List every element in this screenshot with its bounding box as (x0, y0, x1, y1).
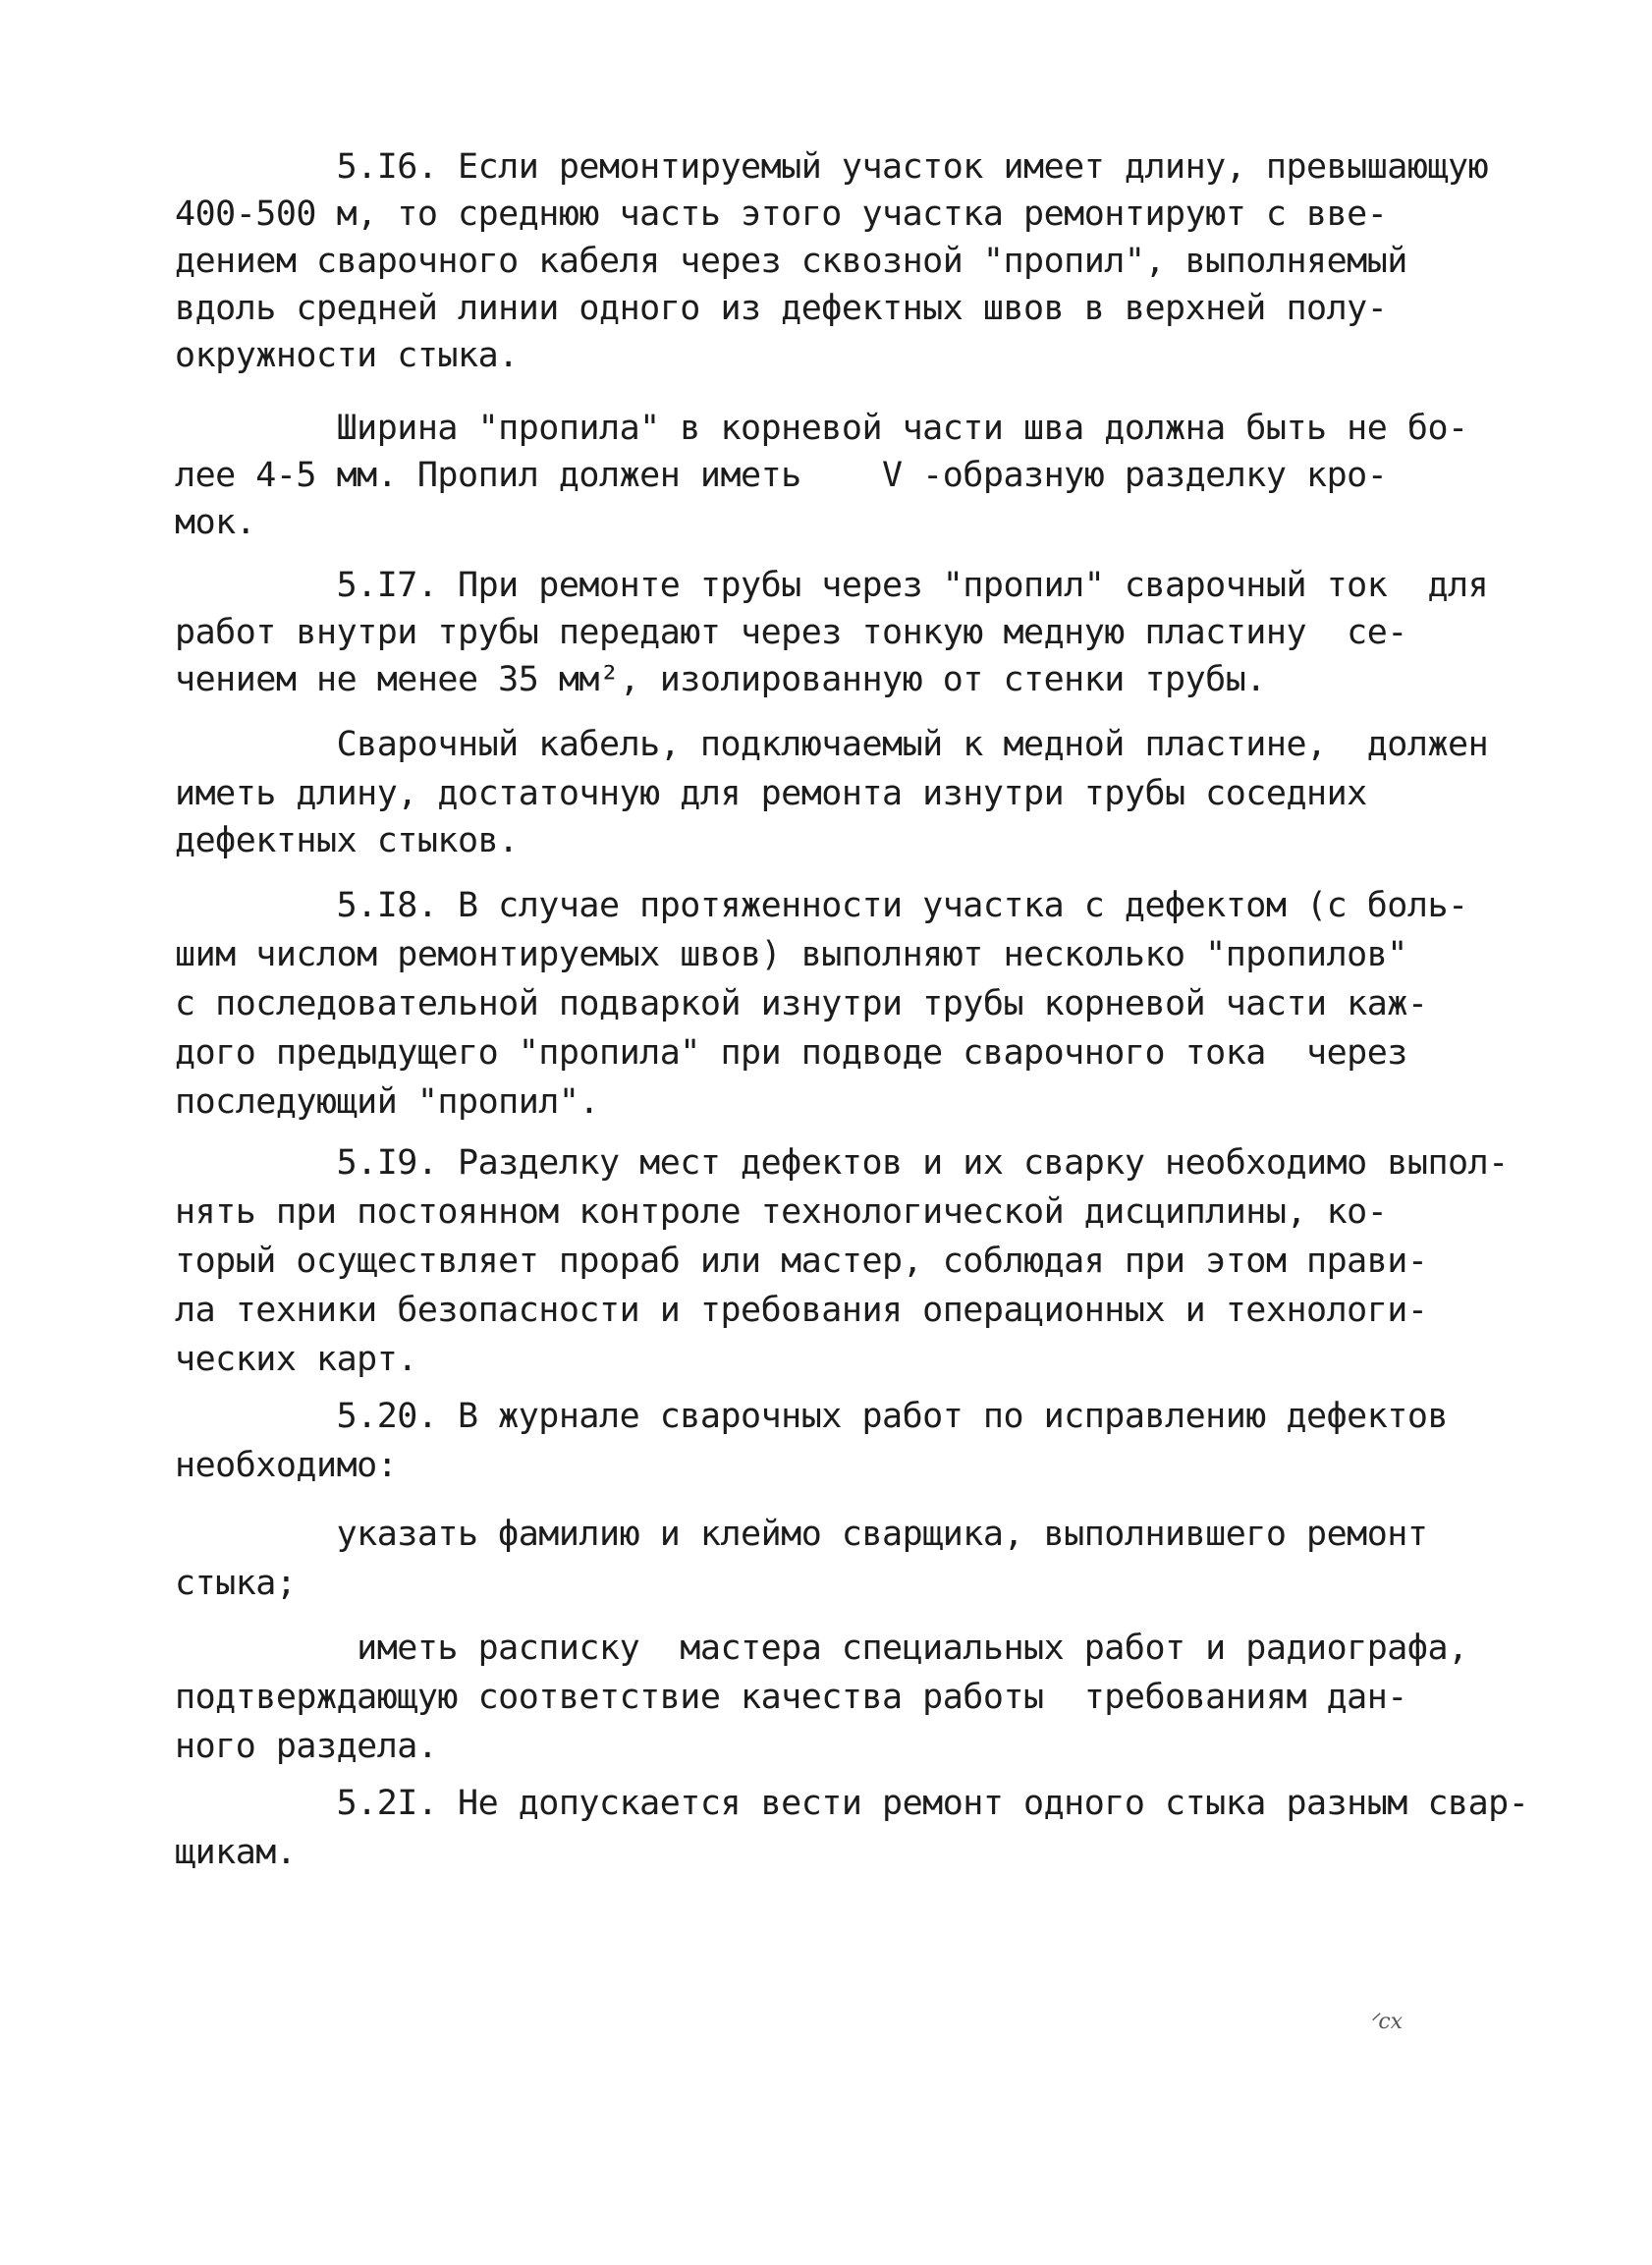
page-number-mark: ᐟсх (1369, 2010, 1404, 2034)
text-line: дого предыдущего "пропила" при подводе сварочного тока через (175, 1033, 1407, 1073)
text-line: 5.2I. Не допускается вести ремонт одного стыка разным свар- (175, 1784, 1529, 1823)
text-line: 5.I6. Если ремонтируемый участок имеет длину, превышающую (175, 147, 1489, 187)
text-line: дением сварочного кабеля через сквозной "пропил", выполняемый (175, 242, 1407, 281)
text-line: лее 4-5 мм. Пропил должен иметь V -образную разделку кро- (175, 456, 1388, 495)
text-line: иметь длину, достаточную для ремонта изнутри трубы соседних (175, 774, 1367, 813)
text-line: Сварочный кабель, подключаемый к медной пластине, должен (175, 725, 1489, 764)
text-line: Ширина "пропила" в корневой части шва должна быть не бо- (175, 409, 1468, 448)
text-line: работ внутри трубы передают через тонкую медную пластину се- (175, 613, 1407, 652)
text-line: ного раздела. (175, 1727, 438, 1766)
text-line: 5.20. В журнале сварочных работ по исправлению дефектов (175, 1397, 1449, 1436)
text-line: мок. (175, 503, 256, 542)
text-line: последующий "пропил". (175, 1082, 600, 1122)
text-line: вдоль средней линии одного из дефектных швов в верхней полу- (175, 289, 1388, 328)
text-line: ческих карт. (175, 1340, 417, 1379)
text-line: необходимо: (175, 1446, 398, 1485)
text-line: 5.I9. Разделку мест дефектов и их сварку необходимо выпол- (175, 1143, 1509, 1183)
text-line: шим числом ремонтируемых швов) выполняют несколько "пропилов" (175, 935, 1407, 974)
text-line: подтверждающую соответствие качества работы требованиям дан- (175, 1678, 1407, 1717)
text-line: 5.I7. При ремонте трубы через "пропил" сварочный ток для (175, 566, 1489, 605)
text-line: стыка; (175, 1564, 297, 1603)
text-line: дефектных стыков. (175, 821, 519, 860)
text-line: щикам. (175, 1833, 297, 1872)
text-line: 5.I8. В случае протяженности участка с дефектом (с боль- (175, 886, 1468, 925)
text-line: окружности стыка. (175, 336, 519, 375)
text-line: нять при постоянном контроле технологической дисциплины, ко- (175, 1192, 1388, 1232)
text-line: чением не менее 35 мм², изолированную от стенки трубы. (175, 660, 1266, 699)
text-line: указать фамилию и клеймо сварщика, выполнившего ремонт (175, 1515, 1428, 1554)
text-line: торый осуществляет прораб или мастер, соблюдая при этом прави- (175, 1242, 1428, 1281)
text-line: с последовательной подваркой изнутри трубы корневой части каж- (175, 984, 1428, 1023)
text-line: иметь расписку мастера специальных работ и радиографа, (175, 1629, 1468, 1668)
text-line: 400-500 м, то среднюю часть этого участка ремонтируют с вве- (175, 194, 1388, 234)
text-line: ла техники безопасности и требования операционных и технологи- (175, 1291, 1428, 1330)
